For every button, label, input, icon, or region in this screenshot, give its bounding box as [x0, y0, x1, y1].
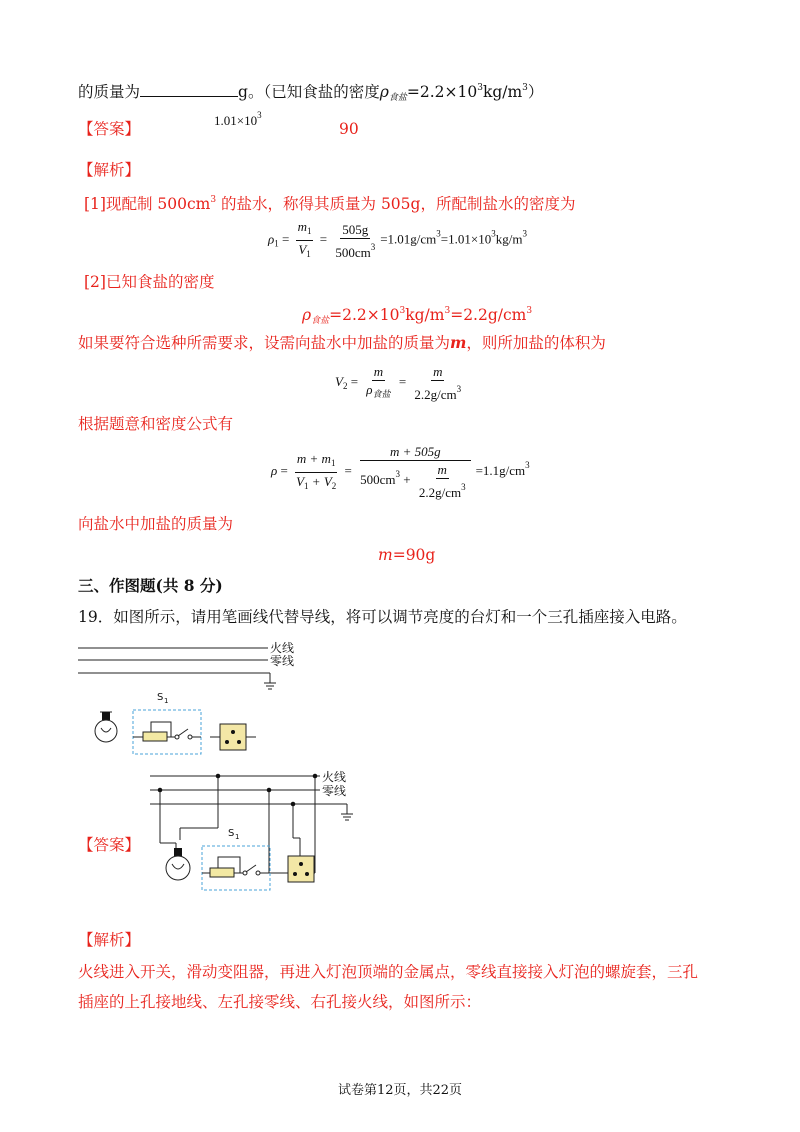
switch-label: S	[157, 692, 164, 703]
analysis-2-line-2: 插座的上孔接地线、左孔接零线、右孔接火线，如图所示：	[78, 993, 482, 1011]
fire-label: 火线	[270, 641, 295, 655]
analysis-label: 【解析】	[78, 161, 141, 179]
question-tail: 的质量为 g。（已知食盐的密度$\rho_{食盐}=2.2\times 10^3kg/m^3$）	[78, 83, 544, 103]
answer-zero-label: 零线	[322, 784, 347, 798]
socket-icon	[220, 724, 246, 750]
answer-label: 【答案】	[78, 120, 141, 138]
analysis-line-1: [1]现配制 $500cm^3$ 的盐水，称得其质量为 505g，所配制盐水的密度为	[84, 195, 576, 213]
answer-rheostat-icon	[210, 868, 234, 877]
answer-2-label: 【答案】	[78, 836, 141, 854]
equation-density-1: $\rho_1$ = $\frac{m_1}{V_1}$ = $\frac{505g}{500cm^3}$ $=1.01g/cm^3=1.01\times 10^3kg/m^3$	[268, 219, 527, 260]
equation-result: m=90g	[378, 546, 436, 564]
equation-mixture-density: ρ = $\frac{m + m_1}{V_1 + V_2}$ = m + 505g $500cm^3$ + $\frac{m}{2.2g/cm^3}$ $=1.1g/cm^3$	[271, 444, 530, 500]
svg-text:1: 1	[235, 833, 240, 841]
analysis-line-3: 如果要符合选种所需要求，设需向盐水中加盐的质量为m，则所加盐的体积为	[78, 333, 606, 352]
answer-socket-icon	[288, 856, 314, 882]
answer-bulb-icon	[166, 848, 190, 880]
analysis-line-4: 根据题意和密度公式有	[78, 415, 234, 433]
answer-blank	[140, 82, 238, 97]
analysis-2-label: 【解析】	[78, 931, 141, 949]
question-circuit-figure	[70, 640, 360, 755]
answer-switch-label: S	[228, 828, 235, 839]
answer-circuit-figure	[150, 768, 370, 898]
equation-volume: $V_2$ = $\frac{m}{\rho_{食盐}}$ = $\frac{m}{2.2g/cm^3}$	[335, 364, 462, 402]
analysis-2-line-1: 火线进入开关，滑动变阻器，再进入灯泡顶端的金属点，零线直接接入灯泡的螺旋套，三孔	[78, 963, 699, 981]
rheostat-icon	[143, 732, 167, 741]
answer-fire-label: 火线	[322, 770, 347, 784]
analysis-line-2: [2]已知食盐的密度	[84, 273, 215, 291]
equation-salt-density: $\rho_{食盐}=2.2\times 10^3kg/m^3=2.2g/cm^3$	[302, 306, 533, 326]
svg-text:1: 1	[164, 697, 169, 705]
analysis-line-5: 向盐水中加盐的质量为	[78, 515, 234, 533]
bulb-icon	[95, 712, 117, 742]
section-title: 三、作图题(共 8 分)	[78, 576, 223, 595]
answer-2: 90	[339, 120, 359, 138]
question-19: 19．如图所示，请用笔画线代替导线，将可以调节亮度的台灯和一个三孔插座接入电路。	[78, 608, 687, 626]
page-footer: 试卷第12页，共22页	[337, 1083, 463, 1098]
zero-label: 零线	[270, 654, 295, 668]
answer-1: $1.01\times 10^3$	[214, 110, 262, 128]
